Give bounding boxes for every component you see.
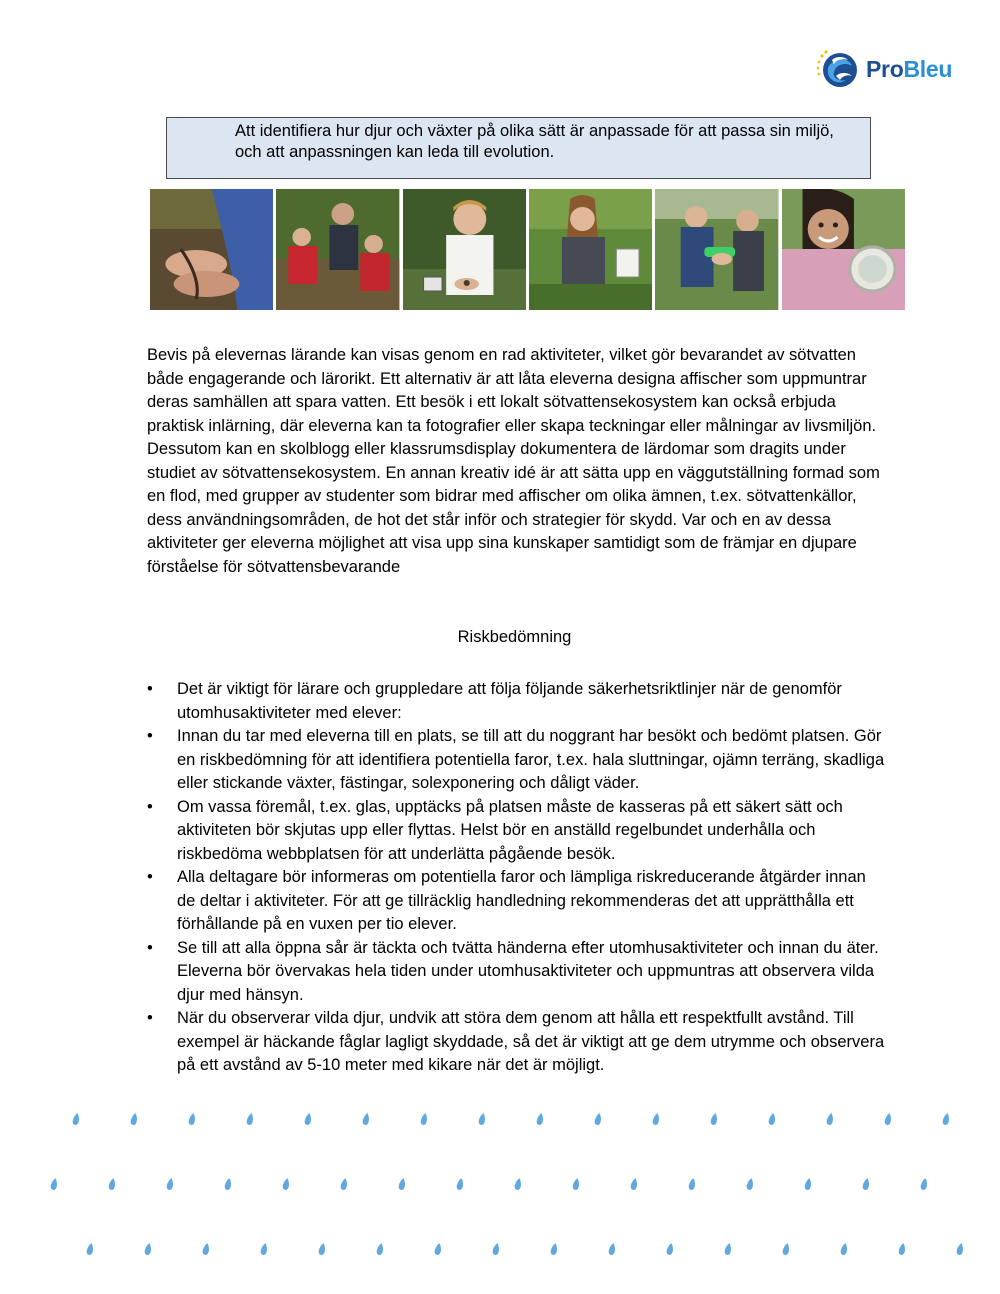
photo-hands-holding-creature (150, 189, 273, 310)
objective-box (166, 117, 871, 179)
photo-2 (276, 189, 399, 310)
water-drop-icon (260, 1243, 268, 1256)
list-item-text: När du observerar vilda djur, undvik att störa dem genom att hålla ett respektfullt avstånd. Till exempel är häckande fåglar lagligt skyddade, så det är viktigt att ge dem utrymme och observera på ett avstånd av 5-10 meter med kikare när det är möjligt. (177, 1009, 885, 1074)
water-drop-icon (862, 1178, 870, 1191)
water-drop-icon (50, 1178, 58, 1191)
water-drop-icon (166, 1178, 174, 1191)
bullet-icon: • (147, 680, 153, 698)
bullet-icon: • (147, 1009, 153, 1027)
water-drop-icon (188, 1113, 196, 1126)
logo-suffix: Bleu (903, 55, 953, 82)
list-item (147, 937, 887, 1008)
risk-list (147, 678, 887, 1078)
water-drop-icon (688, 1178, 696, 1191)
water-drop-icon (246, 1113, 254, 1126)
water-drop-icon (710, 1113, 718, 1126)
water-drop-icon (840, 1243, 848, 1256)
water-drop-icon (652, 1113, 660, 1126)
water-drop-icon (746, 1178, 754, 1191)
water-drop-icon (782, 1243, 790, 1256)
photo-strip (150, 189, 905, 310)
water-drop-icon (434, 1243, 442, 1256)
water-drop-icon (608, 1243, 616, 1256)
photo-3 (403, 189, 526, 310)
water-drop-icon (304, 1113, 312, 1126)
water-drop-icon (826, 1113, 834, 1126)
water-drop-icon (86, 1243, 94, 1256)
water-drop-icon (630, 1178, 638, 1191)
water-drop-icon (340, 1178, 348, 1191)
list-item (147, 725, 887, 796)
water-drop-icon (130, 1113, 138, 1126)
water-drop-icon (478, 1113, 486, 1126)
water-drop-icon (956, 1243, 964, 1256)
water-drop-icon (898, 1243, 906, 1256)
water-drop-icon (362, 1113, 370, 1126)
list-item-text: Se till att alla öppna sår är täckta och tvätta händerna efter utomhusaktiviteter och innan du äter. Eleverna bör övervakas hela tiden under utomhusaktiviteter och uppmuntras att observera vilda djur med hänsyn. (177, 938, 879, 1004)
water-drop-icon (108, 1178, 116, 1191)
list-item (147, 796, 887, 867)
bullet-icon: • (147, 938, 153, 957)
photo-children-with-teacher (276, 189, 399, 310)
list-item-text: Om vassa föremål, t.ex. glas, upptäcks på platsen måste de kasseras på ett säkert sätt och aktiviteten bör skjutas upp eller flyttas. Helst bör en anställd regelbundet underhålla och riskbedöma webbplatsen för att underlätta pågående besök. (177, 797, 843, 863)
water-drop-icon (202, 1243, 210, 1256)
list-item (147, 1007, 887, 1078)
probleu-logo (814, 46, 964, 92)
water-drop-icon (318, 1243, 326, 1256)
water-drop-icon (768, 1113, 776, 1126)
water-drop-icon (550, 1243, 558, 1256)
logo-wordmark (866, 56, 952, 83)
water-drop-icon (420, 1113, 428, 1126)
photo-woman-kneeling-in-grass (529, 189, 652, 310)
water-drop-icon (572, 1178, 580, 1191)
water-drop-icon (942, 1113, 950, 1126)
photo-1 (150, 189, 273, 310)
water-drop-icon (594, 1113, 602, 1126)
photo-4 (529, 189, 652, 310)
bullet-icon: • (147, 727, 153, 745)
water-drop-icon (72, 1113, 80, 1126)
list-item (147, 866, 887, 937)
water-drop-icon (376, 1243, 384, 1256)
water-drop-icon (920, 1178, 928, 1191)
logo-prefix: Pro (866, 55, 904, 82)
bullet-icon: • (147, 797, 153, 816)
list-item-text: Innan du tar med eleverna till en plats, se till att du noggrant har besökt och bedömt platsen. Gör en riskbedömning för att identifiera potentiella faror, t.ex. hala sluttningar, ojämn terräng, skadliga eller stickande växter, fästingar, solexponering och dåligt väder. (177, 727, 885, 792)
water-drop-icon (724, 1243, 732, 1256)
water-drop-icon (514, 1178, 522, 1191)
water-drop-icon (536, 1113, 544, 1126)
water-drop-pattern-icon (0, 1100, 1000, 1280)
objective-text: Att identifiera hur djur och växter på olika sätt är anpassade för att passa sin miljö, och att anpassningen kan leda till evolution. (235, 122, 834, 161)
photo-5 (655, 189, 778, 310)
water-drop-icon (666, 1243, 674, 1256)
water-drop-icon (492, 1243, 500, 1256)
photo-children-reaching-hands (655, 189, 778, 310)
water-drop-icon (144, 1243, 152, 1256)
water-drop-icon (804, 1178, 812, 1191)
bullet-icon: • (147, 868, 153, 886)
photo-girl-with-magnifier (782, 189, 905, 310)
water-drop-icon (884, 1113, 892, 1126)
photo-boy-holding-sample (403, 189, 526, 310)
photo-6 (782, 189, 905, 310)
list-item-text: Det är viktigt för lärare och gruppledare att följa följande säkerhetsriktlinjer när de genomför utomhusaktiviteter med elever: (177, 680, 842, 722)
water-drop-icon (456, 1178, 464, 1191)
body-paragraph: Bevis på elevernas lärande kan visas genom en rad aktiviteter, vilket gör bevarandet av sötvatten både engagerande och lärorikt. Ett alternativ är att låta eleverna designa affischer som uppmuntrar deras samhällen att spara vatten. Ett besök i ett lokalt sötvattensekosystem kan också erbjuda praktisk inlärning, där eleverna kan ta fotografier eller skapa teckningar eller målningar av livsmiljön. Dessutom kan en skolblogg eller klassrumsdisplay dokumentera de lärdomar som dragits under studiet av sötvattensekosystem. En annan kreativ idé är att sätta upp en väggutställning formad som en flod, med grupper av studenter som bidrar med affischer om olika ämnen, t.ex. sötvattenkällor, dess användningsområden, de hot det står inför och strategier för skydd. Var och en av dessa aktiviteter ger eleverna möjlighet att visa upp sina kunskaper samtidigt som de främjar en djupare förståelse för sötvattensbevarande (147, 346, 880, 576)
list-item-text: Alla deltagare bör informeras om potentiella faror och lämpliga riskreducerande åtgärder innan de deltar i aktiviteter. För att ge tillräcklig handledning rekommenderas det att upprätthålla ett förhållande på en vuxen per tio elever. (177, 868, 866, 933)
probleu-logo-icon (814, 46, 860, 92)
water-drop-icon (282, 1178, 290, 1191)
risk-heading: Riskbedömning (457, 628, 572, 646)
water-drop-icon (398, 1178, 406, 1191)
list-item (147, 678, 887, 725)
water-drop-icon (224, 1178, 232, 1191)
